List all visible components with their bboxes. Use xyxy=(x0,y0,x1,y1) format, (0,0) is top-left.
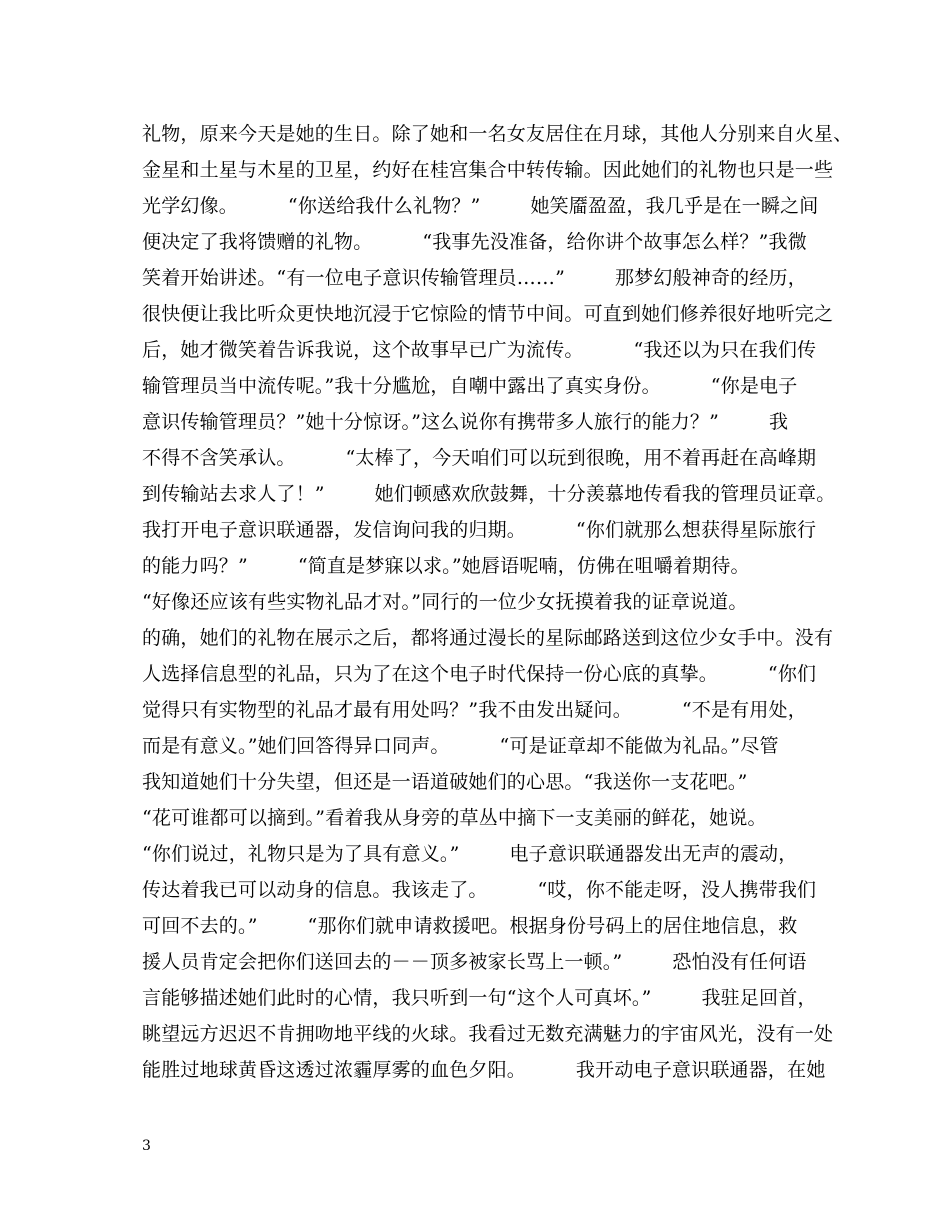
text-line: 而是有意义。”她们回答得异口同声。 “可是证章却不能做为礼品。”尽管 xyxy=(142,735,779,757)
text-line: 可回不去的。” “那你们就申请救援吧。根据身份号码上的居住地信息，救 xyxy=(142,915,798,937)
text-line: “好像还应该有些实物礼品才对。”同行的一位少女抚摸着我的证章说道。 xyxy=(142,591,748,613)
text-line: 到传输站去求人了！” 她们顿感欢欣鼓舞，十分羡慕地传看我的管理员证章。 xyxy=(142,483,836,505)
text-line: 能胜过地球黄昏这透过浓霾厚雾的血色夕阳。 我开动电子意识联通器，在她 xyxy=(142,1059,826,1081)
text-line: 礼物，原来今天是她的生日。除了她和一名女友居住在月球，其他人分别来自火星、 xyxy=(142,123,853,145)
text-line: 输管理员当中流传呢。”我十分尴尬，自嘲中露出了真实身份。 “你是电子 xyxy=(142,375,798,397)
text-line: 传达着我已可以动身的信息。我该走了。 “哎，你不能走呀，没人携带我们 xyxy=(142,879,817,901)
text-line: 援人员肯定会把你们送回去的－－顶多被家长骂上一顿。” 恐怕没有任何语 xyxy=(142,951,807,973)
text-line: 觉得只有实物型的礼品才最有用处吗？”我不由发出疑问。 “不是有用处， xyxy=(142,699,807,721)
text-line: 眺望远方迟迟不肯拥吻地平线的火球。我看过无数充满魅力的宇宙风光，没有一处 xyxy=(142,1023,834,1045)
text-line: 的确，她们的礼物在展示之后，都将通过漫长的星际邮路送到这位少女手中。没有 xyxy=(142,627,834,649)
text-line: 很快便让我比听众更快地沉浸于它惊险的情节中间。可直到她们修养很好地听完之 xyxy=(142,303,834,325)
text-line: 便决定了我将馈赠的礼物。 “我事先没准备，给你讲个故事怎么样？”我微 xyxy=(142,231,807,253)
text-line: 金星和土星与木星的卫星，约好在桂宫集合中转传输。因此她们的礼物也只是一些 xyxy=(142,159,834,181)
text-line: “你们说过，礼物只是为了具有意义。” 电子意识联通器发出无声的震动， xyxy=(142,843,798,865)
text-line: 意识传输管理员？”她十分惊讶。”这么说你有携带多人旅行的能力？” 我 xyxy=(142,411,789,433)
text-line: 不得不含笑承认。 “太棒了，今天咱们可以玩到很晚，用不着再赶在高峰期 xyxy=(142,447,817,469)
text-line: 言能够描述她们此时的心情，我只听到一句“这个人可真坏。” 我驻足回首， xyxy=(142,987,817,1009)
body-text xyxy=(142,116,853,1088)
text-line: 我知道她们十分失望，但还是一语道破她们的心思。“我送你一支花吧。” xyxy=(142,771,748,793)
text-line: 的能力吗？” “简直是梦寐以求。”她唇语呢喃，仿佛在咀嚼着期待。 xyxy=(142,555,750,577)
text-line: “花可谁都可以摘到。”看着我从身旁的草丛中摘下一支美丽的鲜花，她说。 xyxy=(142,807,767,829)
text-line: 笑着开始讲述。“有一位电子意识传输管理员……” 那梦幻般神奇的经历， xyxy=(142,267,807,289)
page-number: 3 xyxy=(142,1138,151,1154)
text-line: 后，她才微笑着告诉我说，这个故事早已广为流传。 “我还以为只在我们传 xyxy=(142,339,817,361)
text-line: 我打开电子意识联通器，发信询问我的归期。 “你们就那么想获得星际旅行 xyxy=(142,519,817,541)
text-line: 人选择信息型的礼品，只为了在这个电子时代保持一份心底的真挚。 “你们 xyxy=(142,663,817,685)
text-line: 光学幻像。 “你送给我什么礼物？” 她笑靥盈盈，我几乎是在一瞬之间 xyxy=(142,195,819,217)
